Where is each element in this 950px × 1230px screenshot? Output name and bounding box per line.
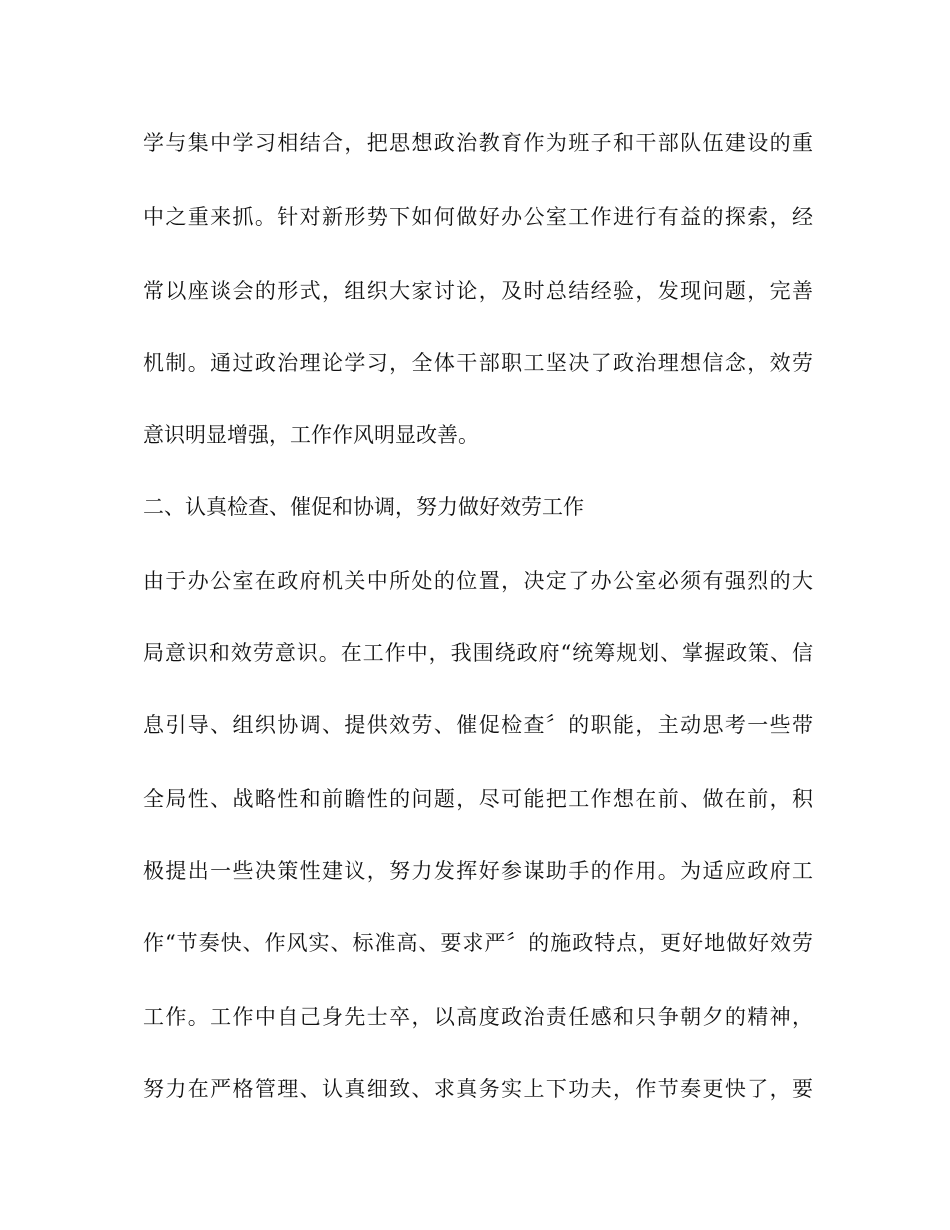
paragraph-line: 机制。通过政治理论学习，全体干部职工坚决了政治理想信念，效劳 (143, 351, 813, 375)
paragraph-line: 常以座谈会的形式，组织大家讨论，及时总结经验，发现问题，完善 (143, 279, 813, 303)
paragraph-line: 作“节奏快、作风实、标准高、要求严〞的施政特点，更好地做好效劳 (143, 931, 813, 955)
paragraph-line: 中之重来抓。针对新形势下如何做好办公室工作进行有益的探索，经 (143, 205, 813, 229)
paragraph-line: 由于办公室在政府机关中所处的位置，决定了办公室必须有强烈的大 (143, 569, 813, 593)
paragraph-line: 息引导、组织协调、提供效劳、催促检查〞的职能，主动思考一些带 (143, 713, 813, 737)
paragraph-line: 局意识和效劳意识。在工作中，我围绕政府“统筹规划、掌握政策、信 (143, 641, 813, 665)
paragraph-line: 学与集中学习相结合，把思想政治教育作为班子和干部队伍建设的重 (143, 131, 813, 155)
paragraph-line: 全局性、战略性和前瞻性的问题，尽可能把工作想在前、做在前，积 (143, 787, 813, 811)
paragraph-line: 工作。工作中自己身先士卒，以高度政治责任感和只争朝夕的精神， (143, 1005, 813, 1029)
section-heading: 二、认真检查、催促和协调，努力做好效劳工作 (143, 495, 584, 519)
paragraph-line: 意识明显增强，工作作风明显改善。 (143, 423, 479, 447)
paragraph-line: 努力在严格管理、认真细致、求真务实上下功夫，作节奏更快了，要 (143, 1077, 813, 1101)
paragraph-line: 极提出一些决策性建议，努力发挥好参谋助手的作用。为适应政府工 (143, 859, 813, 883)
